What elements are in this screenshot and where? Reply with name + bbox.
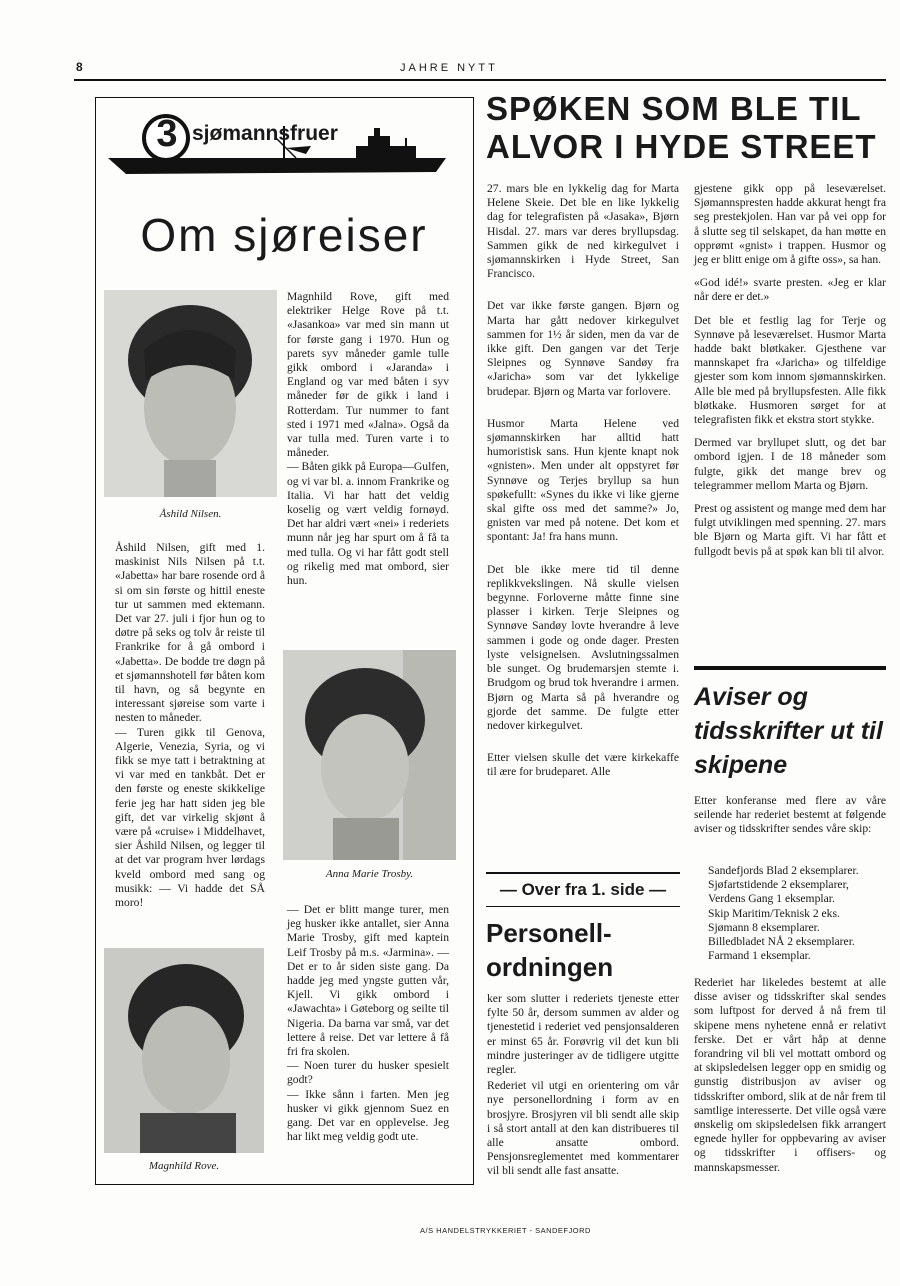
photo-caption-anna-marie: Anna Marie Trosby.	[325, 868, 414, 880]
continued-kicker: — Over fra 1. side —	[499, 880, 667, 899]
papers-list-item: Sjøfartstidende 2 eksemplarer,	[708, 878, 849, 892]
papers-list-item: Verdens Gang 1 eksemplar.	[708, 892, 835, 906]
photo-caption-magnhild: Magnhild Rove.	[148, 1160, 220, 1172]
photo-caption-ashild: Åshild Nilsen.	[159, 508, 222, 520]
printer-footer: A/S HANDELSTRYKKERIET - SANDEFJORD	[420, 1226, 591, 1235]
anna-marie-story: — Det er blitt mange turer, men jeg husker ikke antallet, sier Anna Marie Trosby, gift med kaptein Leif Trosby på m.s. «Jarmina». — Det er to år siden siste gang. Da hadde jeg med yngste gutten vår, Kjell. Vi gikk ombord i «Jawachta» i Gøteborg og seilte til Nigeria. Da barna var små, var det lettere å reise. Det var lettere å få fri fra skolen. — Noen turer du husker spesielt godt? — Ikke sånn i farten. Men jeg husker vi gikk gjennom Suez en gang. Det var en opplevelse. Jeg har likt meg veldig godt ute.	[287, 903, 449, 1144]
main-col2-p2: «God idé!» svarte presten. «Jeg er klar når dere er det.»	[694, 276, 886, 304]
papers-list-item: Billedbladet NÅ 2 eksemplarer.	[708, 935, 855, 949]
main-col2-p3: Det ble et festlig lag for Terje og Synnøve på leseværelset. Husmor Marta hadde bakt bløtkaker. Gjesthene var mannskapet fra «Jaricha» og tilfeldige gjester som kom innom sjømannskirken. Alle ble med på bryllupsfesten. Alle fikk bløtkake. Husmoren sørget for at telegrafisten fikk et ekstra stort stykke.	[694, 313, 886, 427]
magnhild-story: Magnhild Rove, gift med elektriker Helge Rove på t.t. «Jasankoa» var med sin mann ut for første gang i 1970. Hun og parets syv måneder gamle tulle gikk ombord i «Jaranda» i England og var med båten i syv måneder før de gikk i land i Rotterdam. Tur nummer to fant sted i 1971 med «Jalna». Også da var tulla med. Turen varte i to måneder. — Båten gikk på Europa—Gulfen, og vi var bl. a. innom Frankrike og Italia. Vi har hatt det veldig koselig og vært veldig fornøyd. Det har aldri vært «nei» i rederiets munn når jeg har spurt om å få ta med tulla. Og vi har fått godt stell og rikelig med mat ombord, sier hun.	[287, 290, 449, 588]
papers-list-item: Skip Maritim/Teknisk 2 eks.	[708, 906, 840, 920]
papers-headline: Aviser og tidsskrifter ut til skipene	[694, 683, 883, 779]
papers-list-item: Sandefjords Blad 2 eksemplarer.	[708, 864, 859, 877]
header-rule	[74, 79, 886, 81]
continued-p2: Rederiet vil utgi en orientering om vår nye personellordning i form av en brosjyre. Brosjyren vil bli sendt alle skip i så stort antall at den kan distribueres til alle ansatte ombord. Pensjonsreglementet med kommentarer vil bli sendt alle fast ansatte.	[487, 1079, 679, 1178]
portrait-photo-anna-marie	[283, 650, 456, 860]
banner-title: sjømannsfruer	[192, 122, 338, 145]
papers-list	[708, 864, 886, 963]
page-number: 8	[76, 60, 83, 74]
ship-banner	[106, 108, 456, 184]
main-col1-p3: Husmor Marta Helene ved sjømannskirken har alltid hatt humoristisk sans. Hun kjente knapt nok «gnisten». Men under alt oppstyret før Synnøve og Terjes bryllup sa hun spøkefullt: «Synes du ikke vi like gjerne skal gifte oss med det samme?» Jo, gnisten var med på notene. Det kom et spontant: Ja! fra hans munn.	[487, 416, 679, 544]
papers-intro: Etter konferanse med flere av våre seilende har rederiet bestemt at følgende aviser og tidsskrifter sendes våre skip:	[694, 794, 886, 836]
papers-list-item: Sjømann 8 eksemplarer.	[708, 920, 820, 934]
portrait-photo-magnhild	[104, 948, 264, 1153]
main-col1-p1: 27. mars ble en lykkelig dag for Marta Helene Skeie. Det ble en like lykkelig dag for telegrafisten på «Jasaka», Bjørn Hisdal. 27. mars var deres bryllupsdag. Sammen gikk de ned kirkegulvet i sjømannskirken i Hyde Street, San Francisco.	[487, 182, 679, 281]
continued-headline: Personell-ordningen	[486, 918, 614, 982]
papers-rule	[694, 666, 886, 670]
main-col2-p1: gjestene gikk opp på leseværelset. Sjømannspresten hadde akkurat hengt fra seg prestekjolen. Han var på vei opp for å slutte seg til selskapet, da han møtte en opprømt «gnist» i trappen. Husmor og jeg er blitt enige om å gifte oss», sa han.	[694, 182, 886, 267]
papers-body: Rederiet har likeledes bestemt at alle disse aviser og tidsskrifter skal sendes som luftpost for derved å nå frem til skipene mens nyhetene ennå er relativt ferske. Det er vårt håp at denne forandring vil bli vel mottatt ombord og at skipsledelsen legger opp en smidig og gunstig distribusjon av aviser og tidsskrifter ombord, slik at de når frem til samtlige interesserte. Det ville også være ønskelig om skipsledelsen fikk arrangert egnede hyller for oppbevaring av aviser og tidsskrifter i offisers- og mannskapsmesser.	[694, 976, 886, 1174]
kicker-rule-top	[486, 872, 680, 874]
main-col2-p5: Prest og assistent og mange med dem har fulgt utviklingen med spenning. 27. mars ble Bjørn og Marta gift. Vi har fått et fullgodt bevis på at spøk kan bli til alvor.	[694, 502, 886, 558]
main-col2-p4: Dermed var bryllupet slutt, og det bar ombord igjen. I de 18 måneder som fulgte, gikk det mange brev og telegrammer mellom Marta og Bjørn.	[694, 436, 886, 492]
portrait-photo-ashild	[104, 290, 277, 497]
running-head: JAHRE NYTT	[400, 62, 498, 74]
main-col1-p5: Etter vielsen skulle det være kirkekaffe til ære for brudeparet. Alle	[487, 751, 679, 779]
main-headline-line2: ALVOR I HYDE STREET	[486, 128, 877, 165]
continued-p1: ker som slutter i rederiets tjeneste etter fylte 50 år, dersom summen av alder og tjenestetid i rederiet ved pensjonsalderen er minst 65 år. Forøvrig vil det kun bli mindre justeringer av de tidligere utgitte regler.	[487, 992, 679, 1077]
banner-number: 3	[156, 113, 178, 155]
main-col1-p2: Det var ikke første gangen. Bjørn og Marta har gått nedover kirkegulvet sammen for 1½ år siden, men da var de ikke gift. Den gangen var det Terje Sleipnes og Synnøve Sandøy fra «Jaricha» som var det lykkelige brudepar. Bjørn og Marta var forlovere.	[487, 299, 679, 398]
ashild-story: Åshild Nilsen, gift med 1. maskinist Nils Nilsen på t.t. «Jabetta» har bare rosende ord å si om sin første og hittil eneste tur ut sammen med ektemann. Det var 27. juli i fjor hun og to døtre på seks og tolv år reiste til Frankrike for å gå ombord i «Jabetta». De bodde tre døgn på et sjømannshotell før båten kom til havn, og så begynte en interessant sjøreise som varte i nesten to måneder. — Turen gikk til Genova, Algerie, Venezia, Syria, og vi fikk se mye tatt i betraktning at vi var med en tankbåt. Det er den første og eneste skikkelige ferie jeg har hatt siden jeg ble gift, det var virkelig skjønt å være på «cruise» i Middelhavet, sier Åshild Nilsen, og legger til at det var program hver lørdags kveld ombord med sang og musikk: — Vi hadde det SÅ moro!	[115, 541, 265, 910]
papers-list-item: Farmand 1 eksemplar.	[708, 949, 811, 963]
kicker-rule-bottom	[486, 906, 680, 907]
main-headline-line1: SPØKEN SOM BLE TIL	[486, 90, 862, 127]
main-col1-p4: Det ble ikke mere tid til denne replikkvekslingen. Nå skulle vielsen begynne. Forloverne måtte finne sine plasser i kirken. Terje Sleipnes og Synnøve Sandøy lovte hverandre å leve sammen i gode og onde dager. Presten lyste velsignelsen. Avslutningssalmen ble sunget. Og brudemarsjen stemte i. Brudgom og brud tok hverandre i armen. Bjørn og Marta så på hverandre og gjorde det samme. De fulgte etter nedover kirkegulvet.	[487, 562, 679, 732]
feature-title: Om sjøreiser	[140, 209, 428, 261]
